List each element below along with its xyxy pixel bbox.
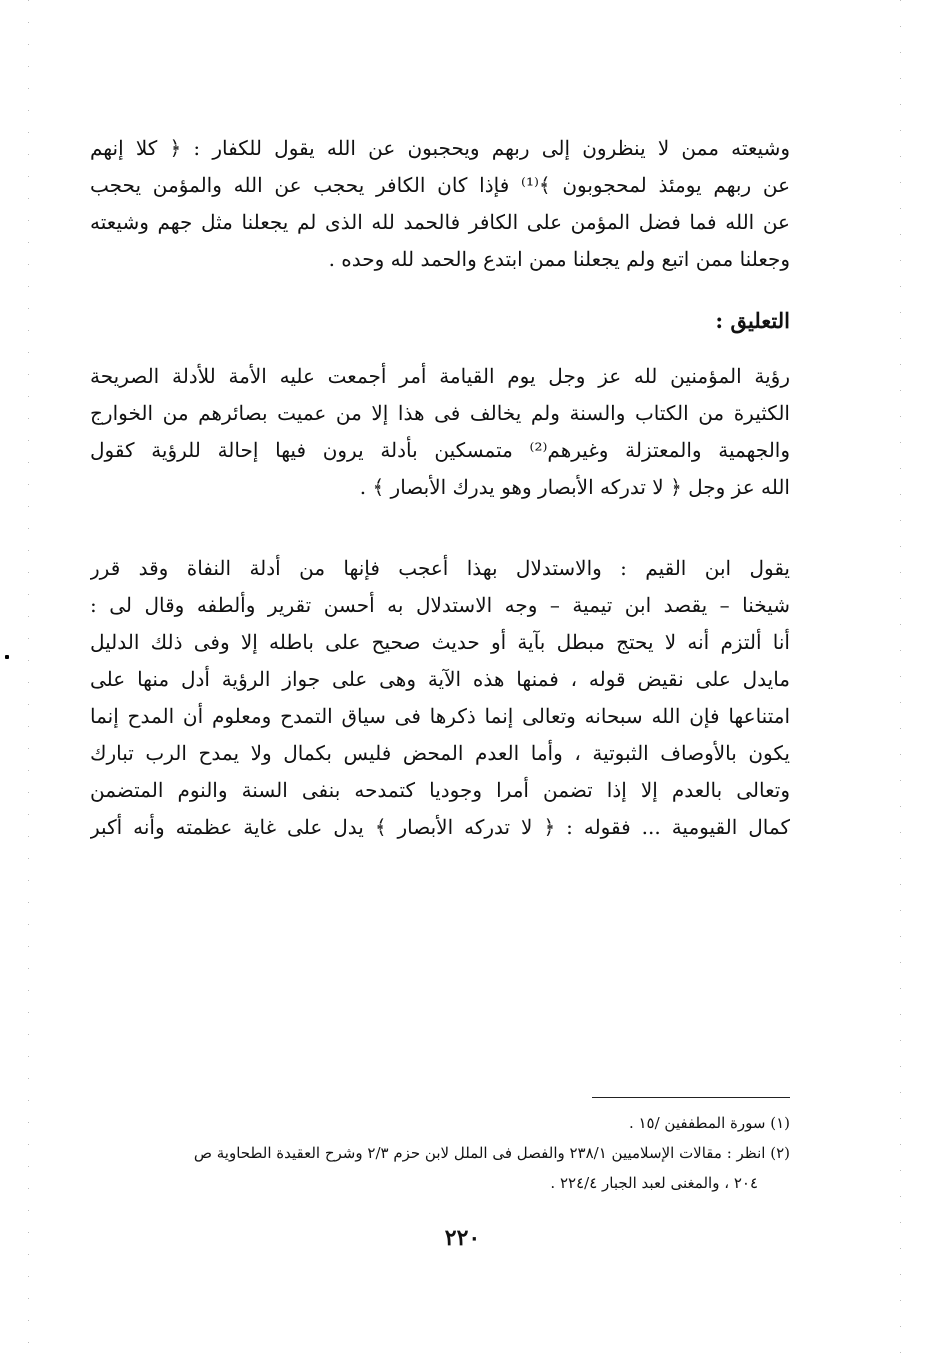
text-line: عن الله فما فضل المؤمن على الكافر فالحمد لله الذى لم يجعلنا مثل جهم وشيعته — [90, 210, 790, 234]
text-line: امتناعها فإن الله سبحانه وتعالى إنما ذكرها فى سياق التمدح ومعلوم أن المدح إنما — [90, 704, 790, 728]
footnotes — [90, 1108, 790, 1198]
text-line: يكون بالأوصاف الثبوتية ، وأما العدم المحض فليس بكمال ولا يمدح الرب تبارك — [90, 741, 790, 765]
text-line: شيخنا – يقصد ابن تيمية – وجه الاستدلال به أحسن تقرير وألطفه وقال لى : — [90, 593, 790, 617]
scan-mark — [5, 655, 9, 659]
text-line: الكثيرة من الكتاب والسنة ولم يخالف فى هذا إلا من عميت بصائرهم من الخوارج — [90, 401, 790, 425]
footnote-1: (١) سورة المطففين /١٥ . — [628, 1114, 790, 1132]
footnote-divider — [592, 1097, 790, 1098]
paragraph-continuation — [90, 130, 790, 278]
scan-border-left — [28, 0, 29, 1357]
text-line: وجعلنا ممن اتبع ولم يجعلنا ممن ابتدع والحمد لله وحده . — [328, 247, 790, 271]
text-line: أنا ألتزم أنه لا يحتج مبطل بآية أو حديث صحيح على باطله إلا وفى ذلك الدليل — [90, 630, 790, 654]
footnote-2-continuation: ٢٠٤ ، والمغنى لعبد الجبار ٢٢٤/٤ . — [550, 1174, 758, 1192]
text-line: مايدل على نقيض قوله ، فمنها هذه الآية وهى على جواز الرؤية أدل منها على — [90, 667, 790, 691]
text-line: الله عز وجل ﴿ لا تدركه الأبصار وهو يدرك الأبصار ﴾ . — [359, 475, 790, 499]
text-line: والجهمية والمعتزلة وغيرهم⁽²⁾ متمسكين بأدلة يرون فيها إحالة للرؤية كقول — [90, 438, 790, 462]
paragraph-commentary — [90, 358, 790, 506]
footnote-2: (٢) انظر : مقالات الإسلاميين ٢٣٨/١ والفصل فى الملل لابن حزم ٢/٣ وشرح العقيدة الطحاوية ص — [193, 1144, 790, 1162]
page-number: ٢٢٠ — [444, 1225, 481, 1251]
text-line: رؤية المؤمنين لله عز وجل يوم القيامة أمر أجمعت عليه الأمة للأدلة الصريحة — [90, 364, 790, 388]
text-line: وشيعته ممن لا ينظرون إلى ربهم ويحجبون عن الله يقول للكفار : ﴿ كلا إنهم — [90, 136, 790, 160]
section-heading: التعليق : — [715, 308, 790, 333]
paragraph-ibn-qayyim — [90, 550, 790, 846]
text-line: عن ربهم يومئذ لمحجوبون ﴾⁽¹⁾ فإذا كان الكافر يحجب عن الله والمؤمن يحجب — [90, 173, 790, 197]
scan-border-right — [900, 0, 901, 1357]
text-line: وتعالى بالعدم إلا إذا تضمن أمرا وجوديا كتمدحه بنفى السنة والنوم المتضمن — [90, 778, 790, 802]
text-line: يقول ابن القيم : والاستدلال بهذا أعجب فإنها من أدلة النفاة وقد قرر — [90, 556, 790, 580]
text-line: كمال القيومية ... فقوله : ﴿ لا تدركه الأبصار ﴾ يدل على غاية عظمته وأنه أكبر — [90, 815, 790, 839]
